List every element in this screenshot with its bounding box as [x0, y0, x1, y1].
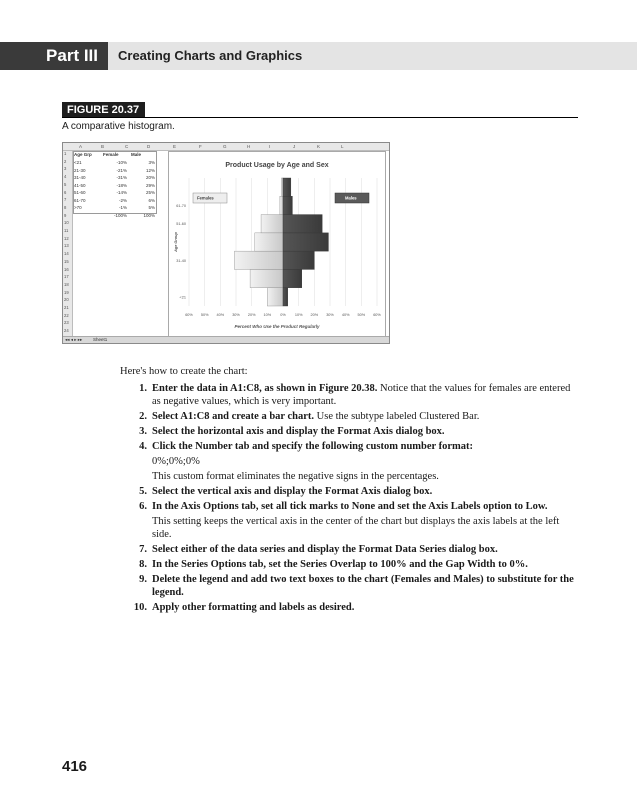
step-number: 1.	[139, 383, 147, 394]
x-tick-label: 20%	[310, 313, 319, 317]
step-item	[120, 425, 580, 438]
step-number: 9.	[139, 574, 147, 585]
chart-area	[168, 151, 386, 337]
sheet-tab-bar	[63, 336, 389, 343]
column-letter: D	[147, 144, 151, 149]
part-label: Part III	[0, 42, 108, 70]
step-code: 0%;0%;0%	[152, 456, 200, 467]
column-letter: G	[223, 144, 227, 149]
row-number: 23	[64, 320, 69, 326]
row-number: 12	[64, 235, 69, 241]
row-number: 18	[64, 281, 69, 287]
step-item	[120, 558, 580, 571]
male-bar	[283, 178, 291, 196]
step-number: 10.	[133, 602, 147, 613]
chart-svg	[169, 152, 385, 336]
row-number: 8	[64, 204, 67, 210]
x-tick-label: 60%	[373, 313, 381, 317]
females-legend-label: Females	[197, 195, 214, 201]
male-bar	[283, 196, 292, 214]
chart-title: Product Usage by Age and Sex	[225, 162, 329, 169]
female-bar	[255, 233, 283, 251]
intro-text: Here's how to create the chart:	[120, 366, 248, 377]
male-bar	[283, 269, 302, 287]
row-number: 11	[64, 228, 69, 233]
step-item	[120, 500, 580, 541]
column-letter: F	[199, 144, 202, 149]
y-tick-label: 51-60	[176, 222, 186, 227]
step-number: 7.	[139, 544, 147, 555]
row-number: 3	[64, 166, 67, 172]
female-bar	[267, 288, 283, 306]
column-letter: I	[269, 144, 271, 149]
step-number: 4.	[139, 441, 147, 452]
step-item	[120, 485, 580, 498]
row-number: 5	[64, 181, 67, 187]
step-number: 3.	[139, 426, 147, 437]
column-letter: A	[79, 144, 83, 149]
step-detail: Use the subtype labeled Clustered Bar.	[314, 411, 480, 422]
column-letter: L	[341, 144, 344, 149]
step-instruction: Select either of the data series and display the Format Data Series dialog box.	[152, 544, 498, 555]
data-table-border	[73, 151, 157, 214]
x-tick-label: 10%	[263, 313, 272, 317]
sheet-tab[interactable]: Sheet1	[93, 337, 108, 342]
step-instruction: Click the Number tab and specify the following custom number format:	[152, 441, 474, 452]
step-instruction: Delete the legend and add two text boxes to the chart (Females and Males) to substitute for the legend.	[152, 574, 574, 598]
column-letter: J	[293, 144, 296, 149]
row-number: 10	[64, 220, 69, 226]
y-tick-label: <21	[179, 295, 186, 300]
spreadsheet-screenshot	[62, 142, 390, 344]
column-letter: H	[247, 144, 251, 149]
x-tick-label: 0%	[280, 313, 286, 317]
steps-list	[120, 382, 580, 616]
row-number: 17	[64, 274, 69, 280]
chapter-title: Creating Charts and Graphics	[118, 48, 303, 63]
step-item	[120, 573, 580, 599]
row-number: 21	[64, 305, 69, 310]
table-cell: 51-60	[74, 190, 86, 195]
step-instruction: Select the horizontal axis and display the Format Axis dialog box.	[152, 426, 445, 437]
female-bar	[250, 269, 283, 287]
x-tick-label: 40%	[341, 313, 350, 317]
table-header-cell: Age Grp	[74, 152, 92, 157]
step-instruction: Select the vertical axis and display the Format Axis dialog box.	[152, 486, 433, 497]
table-cell: -10%	[116, 160, 127, 165]
x-tick-label: 20%	[247, 313, 256, 317]
step-instruction: Enter the data in A1:C8, as shown in Figure 20.38.	[152, 383, 378, 394]
table-cell: -2%	[118, 197, 127, 203]
y-tick-label: 31-40	[176, 258, 186, 263]
males-legend-label: Males	[345, 195, 357, 201]
x-tick-label: 60%	[185, 313, 193, 317]
table-cell: 20%	[145, 175, 155, 180]
step-instruction: In the Axis Options tab, set all tick marks to None and set the Axis Labels option to Low.	[152, 501, 548, 512]
row-number: 24	[64, 328, 69, 334]
column-letter: E	[173, 144, 177, 149]
table-cell: 61-70	[74, 197, 86, 203]
column-letter: B	[101, 144, 105, 149]
step-instruction: In the Series Options tab, set the Series Overlap to 100% and the Gap Width to 0%.	[152, 559, 528, 570]
table-cell: <21	[74, 160, 82, 165]
table-cell: 29%	[145, 182, 155, 188]
table-cell: 6%	[148, 197, 155, 203]
row-number: 22	[64, 312, 69, 318]
row-number: 15	[64, 258, 69, 264]
table-cell: 3%	[148, 160, 155, 165]
row-header	[63, 151, 73, 337]
figure-rule	[62, 117, 578, 118]
male-bar	[283, 215, 322, 233]
male-bar	[283, 251, 314, 269]
row-number: 19	[64, 289, 69, 295]
row-number: 20	[64, 297, 69, 303]
x-tick-label: 10%	[294, 313, 303, 317]
step-item	[120, 543, 580, 556]
table-cell: -18%	[116, 182, 127, 188]
row-number: 13	[64, 243, 69, 249]
row-number: 14	[64, 251, 69, 257]
sheet-nav-arrows[interactable]: ◂◂ ◂ ▸ ▸▸	[65, 337, 83, 342]
step-instruction: Apply other formatting and labels as desired.	[152, 602, 355, 613]
figure-caption: A comparative histogram.	[62, 121, 175, 132]
male-bar	[283, 288, 288, 306]
female-bar	[280, 196, 283, 214]
step-number: 6.	[139, 501, 147, 512]
table-header-cell: Male	[131, 152, 142, 157]
y-tick-label: 61-70	[176, 203, 186, 208]
step-number: 2.	[139, 411, 147, 422]
x-tick-label: 30%	[326, 313, 334, 317]
row-number: 6	[64, 189, 67, 195]
column-letter: K	[317, 144, 321, 149]
table-cell: 12%	[145, 167, 155, 173]
step-item	[120, 601, 580, 614]
row-number: 4	[64, 174, 67, 180]
female-bar	[281, 178, 283, 196]
table-cell: 25%	[145, 190, 155, 195]
table-cell: 5%	[148, 205, 155, 210]
step-detail: Notice that the values for females are entered as negative values, which is very important.	[152, 383, 571, 407]
y-axis-label: Age Group	[174, 232, 178, 252]
table-cell: 31-40	[74, 175, 86, 180]
row-number: 1	[64, 151, 67, 156]
step-number: 5.	[139, 486, 147, 497]
x-tick-label: 50%	[200, 313, 209, 317]
step-item	[120, 382, 580, 408]
table-cell: >70	[74, 205, 82, 210]
row-number: 7	[64, 197, 67, 203]
table-header-cell: Female	[103, 152, 119, 157]
table-cell: -21%	[116, 167, 127, 173]
table-cell: -14%	[116, 190, 127, 195]
step-note: This custom format eliminates the negative signs in the percentages.	[152, 471, 439, 482]
table-cell: 100%	[143, 212, 155, 218]
table-cell: 21-30	[74, 167, 86, 173]
column-header	[63, 143, 389, 151]
step-instruction: Select A1:C8 and create a bar chart.	[152, 411, 315, 422]
x-tick-label: 50%	[357, 313, 366, 317]
table-cell: 41-50	[74, 182, 86, 188]
x-tick-label: 40%	[216, 313, 225, 317]
column-letter: C	[125, 144, 129, 149]
x-tick-label: 30%	[232, 313, 240, 317]
table-cell: -100%	[113, 212, 127, 218]
step-item	[120, 440, 580, 483]
female-bar	[234, 251, 283, 269]
row-number: 16	[64, 266, 69, 272]
step-note: This setting keeps the vertical axis in the center of the chart but displays the axis labels at the left side.	[152, 516, 560, 540]
step-number: 8.	[139, 559, 147, 570]
row-number: 9	[64, 212, 67, 218]
female-bar	[261, 215, 283, 233]
page-number: 416	[62, 758, 88, 775]
table-cell: -1%	[118, 205, 127, 210]
male-bar	[283, 233, 328, 251]
figure-label: FIGURE 20.37	[62, 102, 145, 117]
table-cell: -31%	[116, 175, 127, 180]
step-item	[120, 410, 580, 423]
x-axis-label: Percent Who Use the Product Regularly	[234, 324, 320, 329]
row-number: 2	[64, 158, 67, 164]
